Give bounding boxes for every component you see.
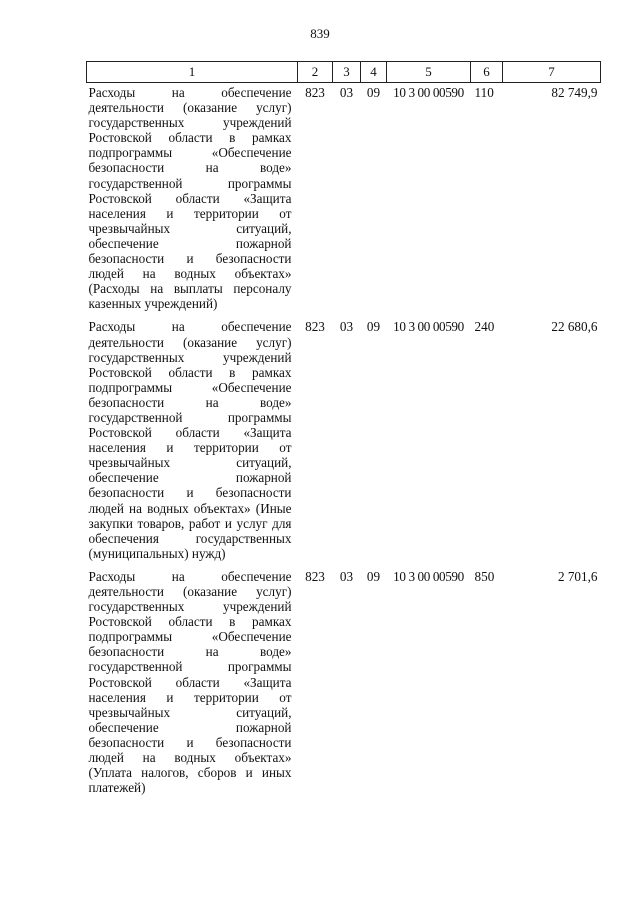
section-code-cell: 03 (339, 85, 354, 100)
expense-name-cell: Расходы на обеспечение деятельности (оказание услуг) государственных учреждений Ростовской области в рамках подпрограммы «Обеспечение безопасности на воде» государственной программы Ростовской области «Защита населения и территории от чрезвычайных ситуаций, обеспечение пожарной безопасности и безопасности людей на водных объектах» (Уплата налогов, сборов и иных платежей) (88, 568, 292, 796)
amount-cell: 22 680,6 (551, 319, 598, 335)
target-article-cell: 10 3 00 00590 (393, 319, 464, 335)
budget-table (86, 61, 601, 801)
expense-type-cell: 240 (474, 319, 495, 335)
section-code-cell: 03 (339, 319, 354, 335)
column-header: 4 (361, 62, 387, 83)
column-header: 5 (387, 62, 471, 83)
subsection-code-cell: 09 (366, 319, 381, 335)
column-header: 3 (333, 62, 361, 83)
target-article-cell: 10 3 00 00590 (393, 568, 464, 584)
table-row (87, 83, 601, 318)
expense-name-cell: Расходы на обеспечение деятельности (оказание услуг) государственных учреждений Ростовской области в рамках подпрограммы «Обеспечение безопасности на воде» государственной программы Ростовской области «Защита населения и территории от чрезвычайных ситуаций, обеспечение пожарной безопасности и безопасности людей на водных объектах» (Расходы на выплаты персоналу казенных учреждений) (88, 85, 292, 312)
amount-cell: 82 749,9 (551, 85, 598, 100)
subsection-code-cell: 09 (366, 85, 381, 100)
table-row (87, 317, 601, 567)
expense-type-cell: 850 (474, 568, 495, 584)
ministry-code-cell: 823 (305, 568, 325, 584)
column-header: 6 (471, 62, 503, 83)
amount-cell: 2 701,6 (557, 568, 598, 584)
expense-type-cell: 110 (474, 85, 494, 100)
column-header: 1 (87, 62, 298, 83)
subsection-code-cell: 09 (366, 568, 381, 584)
expense-name-cell: Расходы на обеспечение деятельности (оказание услуг) государственных учреждений Ростовской области в рамках подпрограммы «Обеспечение безопасности на воде» государственной программы Ростовской области «Защита населения и территории от чрезвычайных ситуаций, обеспечение пожарной безопасности и безопасности людей на водных объектах» (Иные закупки товаров, работ и услуг для обеспечения государственных (муниципальных) нужд) (88, 319, 292, 561)
column-header: 7 (503, 62, 601, 83)
section-code-cell: 03 (339, 568, 354, 584)
table-row (87, 567, 601, 801)
table-header-row (87, 62, 601, 83)
ministry-code-cell: 823 (305, 85, 325, 100)
ministry-code-cell: 823 (305, 319, 325, 335)
target-article-cell: 10 3 00 00590 (393, 85, 464, 100)
page-number: 839 (310, 26, 330, 41)
column-header: 2 (298, 62, 333, 83)
